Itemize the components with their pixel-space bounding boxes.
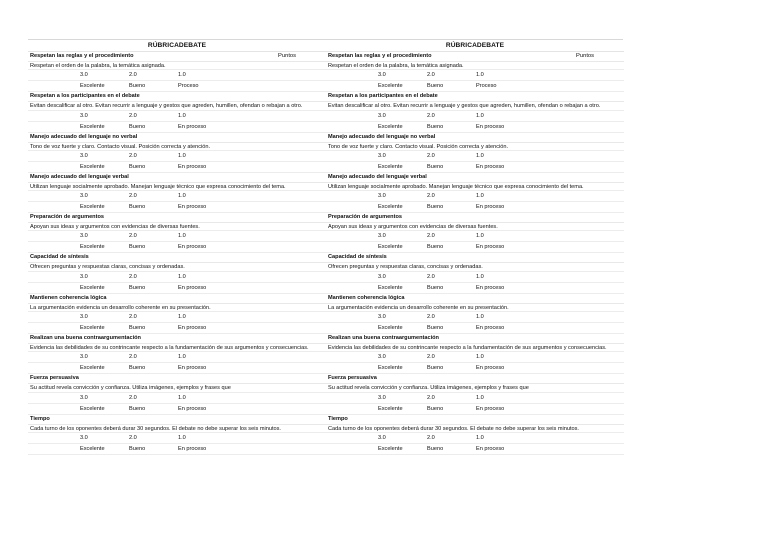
score-value: 2.0: [129, 434, 137, 441]
level-label: Bueno: [427, 445, 444, 452]
criterion-heading: Capacidad de síntesis: [30, 254, 89, 261]
criterion-heading-row: [28, 253, 326, 263]
level-label: Bueno: [129, 284, 146, 291]
criterion-section: [326, 294, 624, 334]
criterion-heading: Respetan a los participantes en el debate: [328, 93, 438, 100]
level-label: Excelente: [80, 163, 105, 170]
score-row: [326, 272, 624, 283]
level-label: En proceso: [178, 284, 207, 291]
level-label: En proceso: [476, 445, 505, 452]
criterion-heading-row: [28, 92, 326, 102]
level-label: Excelente: [80, 83, 105, 90]
score-row: [28, 151, 326, 162]
score-value: 1.0: [178, 273, 186, 280]
level-label: Excelente: [80, 204, 105, 211]
level-label: Excelente: [80, 244, 105, 251]
level-label: Bueno: [129, 204, 146, 211]
score-value: 3.0: [80, 152, 88, 159]
score-value: 3.0: [378, 193, 386, 200]
criterion-description: Ofrecen preguntas y respuestas claras, concisas y ordenadas.: [28, 263, 326, 271]
criterion-heading-row: [326, 294, 624, 304]
level-label-row: [326, 162, 624, 173]
criterion-heading: Fuerza persuasiva: [328, 375, 377, 382]
level-label: Excelente: [80, 365, 105, 372]
level-label: Excelente: [378, 365, 403, 372]
criterion-heading: Respetan las reglas y el procedimiento: [328, 53, 432, 59]
level-label: Bueno: [129, 163, 146, 170]
score-value: 2.0: [427, 434, 435, 441]
level-label: En proceso: [178, 204, 207, 211]
level-label-row: [326, 323, 624, 334]
criterion-heading-row: [326, 52, 624, 62]
score-value: 3.0: [378, 233, 386, 240]
score-row: [326, 231, 624, 242]
score-value: 2.0: [129, 193, 137, 200]
score-value: 2.0: [427, 273, 435, 280]
score-row: [28, 272, 326, 283]
score-value: 1.0: [178, 193, 186, 200]
criterion-heading: Tiempo: [328, 415, 348, 422]
criterion-heading-row: [326, 173, 624, 183]
criterion-heading-row: [326, 213, 624, 223]
score-value: 2.0: [427, 193, 435, 200]
criterion-heading-row: [326, 92, 624, 102]
level-label: En proceso: [476, 204, 505, 211]
score-value: 1.0: [476, 193, 484, 200]
score-value: 1.0: [178, 112, 186, 119]
criterion-heading: Fuerza persuasiva: [30, 375, 79, 382]
level-label: Excelente: [378, 284, 403, 291]
criterion-heading-row: [28, 334, 326, 344]
level-label: Excelente: [378, 204, 403, 211]
level-label-row: [28, 122, 326, 133]
level-label: Excelente: [378, 83, 403, 90]
level-label: En proceso: [178, 405, 207, 412]
score-value: 1.0: [476, 152, 484, 159]
level-label-row: [28, 363, 326, 374]
criterion-description: Su actitud revela convicción y confianza. Utiliza imágenes, ejemplos y frases que: [28, 384, 326, 392]
score-value: 3.0: [80, 434, 88, 441]
criterion-section: [28, 294, 326, 334]
score-value: 3.0: [378, 354, 386, 361]
level-label-row: [28, 81, 326, 92]
score-row: [28, 191, 326, 202]
score-value: 2.0: [129, 394, 137, 401]
criterion-description: Evitan descalificar al otro. Evitan recurrir a lenguaje y gestos que agreden, humillen, ofendan o rebajan a otro.: [28, 102, 326, 110]
criterion-heading-row: [326, 133, 624, 143]
criterion-description: Su actitud revela convicción y confianza. Utiliza imágenes, ejemplos y frases que: [326, 384, 624, 392]
criterion-description: Tono de voz fuerte y claro. Contacto visual. Posición correcta y atención.: [28, 143, 326, 151]
level-label-row: [28, 283, 326, 294]
criterion-heading: Mantienen coherencia lógica: [30, 294, 107, 301]
criterion-heading: Respetan a los participantes en el debate: [30, 93, 140, 100]
score-value: 2.0: [129, 354, 137, 361]
criterion-description: Apoyan sus ideas y argumentos con evidencias de diversas fuentes.: [28, 223, 326, 231]
level-label: Bueno: [129, 244, 146, 251]
criterion-section: [326, 415, 624, 455]
criterion-heading: Realizan una buena contraargumentación: [328, 335, 439, 342]
criterion-heading-row: [326, 415, 624, 425]
level-label: Proceso: [476, 83, 497, 90]
level-label: En proceso: [178, 445, 207, 452]
score-row: [28, 433, 326, 444]
level-label: Excelente: [378, 445, 403, 452]
score-value: 1.0: [178, 434, 186, 441]
level-label: En proceso: [476, 405, 505, 412]
criterion-heading: Preparación de argumentos: [328, 214, 402, 221]
score-value: 1.0: [476, 273, 484, 280]
level-label: Excelente: [378, 123, 403, 130]
score-value: 1.0: [178, 314, 186, 321]
criterion-section: [326, 334, 624, 374]
score-row: [326, 111, 624, 122]
score-value: 3.0: [80, 354, 88, 361]
score-value: 3.0: [80, 233, 88, 240]
criterion-heading-row: [28, 415, 326, 425]
score-value: 2.0: [427, 233, 435, 240]
level-label-row: [326, 81, 624, 92]
level-label: Excelente: [80, 445, 105, 452]
criterion-section: [28, 253, 326, 293]
score-value: 3.0: [378, 72, 386, 79]
criterion-section: [326, 92, 624, 132]
score-value: 1.0: [178, 233, 186, 240]
score-value: 3.0: [80, 193, 88, 200]
score-value: 1.0: [178, 394, 186, 401]
score-value: 3.0: [378, 314, 386, 321]
score-value: 2.0: [129, 273, 137, 280]
level-label: Bueno: [129, 405, 146, 412]
level-label: En proceso: [476, 365, 505, 372]
score-row: [28, 111, 326, 122]
level-label: En proceso: [178, 163, 207, 170]
level-label: Bueno: [427, 284, 444, 291]
score-value: 3.0: [80, 273, 88, 280]
level-label-row: [28, 202, 326, 213]
level-label: Excelente: [80, 325, 105, 332]
criterion-description: La argumentación evidencia un desarrollo coherente en su presentación.: [28, 304, 326, 312]
score-row: [326, 151, 624, 162]
criterion-description: Tono de voz fuerte y claro. Contacto visual. Posición correcta y atención.: [326, 143, 624, 151]
level-label: Bueno: [129, 83, 146, 90]
level-label: En proceso: [178, 123, 207, 130]
score-value: 2.0: [427, 152, 435, 159]
score-value: 3.0: [378, 273, 386, 280]
level-label: Bueno: [427, 163, 444, 170]
criterion-heading-row: [326, 253, 624, 263]
score-value: 3.0: [80, 112, 88, 119]
score-value: 1.0: [476, 112, 484, 119]
score-value: 3.0: [80, 314, 88, 321]
level-label-row: [28, 404, 326, 415]
level-label: En proceso: [476, 325, 505, 332]
points-header: Puntos: [278, 53, 297, 59]
level-label: Excelente: [80, 123, 105, 130]
level-label: Excelente: [378, 244, 403, 251]
score-row: [326, 393, 624, 404]
rubric-title: RÚBRICADEBATE: [326, 40, 624, 52]
level-label: En proceso: [178, 325, 207, 332]
criterion-description: Respetan el orden de la palabra, la temática asignada.: [28, 62, 326, 70]
criterion-heading: Manejo adecuado del lenguaje no verbal: [30, 133, 138, 140]
score-row: [28, 231, 326, 242]
rubric-column-right: [326, 40, 624, 455]
criterion-heading-row: [28, 173, 326, 183]
score-row: [28, 70, 326, 81]
score-value: 3.0: [80, 72, 88, 79]
level-label-row: [28, 242, 326, 253]
score-value: 1.0: [178, 354, 186, 361]
criterion-description: Evidencia las debilidades de su contrincante respecto a la fundamentación de sus argumentos y consecuencias.: [326, 344, 624, 352]
points-header: Puntos: [576, 53, 595, 59]
score-value: 2.0: [129, 152, 137, 159]
criterion-heading: Respetan las reglas y el procedimiento: [30, 53, 134, 59]
criterion-description: Utilizan lenguaje socialmente aprobado. Manejan lenguaje técnico que expresa conocimiento del tema.: [326, 183, 624, 191]
score-value: 2.0: [427, 354, 435, 361]
level-label-row: [28, 444, 326, 455]
level-label: Bueno: [129, 325, 146, 332]
criterion-section: [28, 133, 326, 173]
score-value: 2.0: [129, 72, 137, 79]
level-label-row: [28, 162, 326, 173]
score-value: 2.0: [129, 314, 137, 321]
score-value: 1.0: [476, 314, 484, 321]
criterion-section: [326, 173, 624, 213]
score-value: 3.0: [378, 152, 386, 159]
criterion-section: [28, 52, 326, 92]
score-value: 3.0: [378, 434, 386, 441]
level-label: Bueno: [129, 123, 146, 130]
level-label-row: [326, 444, 624, 455]
criterion-description: Apoyan sus ideas y argumentos con evidencias de diversas fuentes.: [326, 223, 624, 231]
score-row: [326, 70, 624, 81]
score-value: 2.0: [129, 233, 137, 240]
score-row: [28, 312, 326, 323]
score-value: 1.0: [178, 72, 186, 79]
criterion-section: [28, 334, 326, 374]
score-value: 1.0: [476, 354, 484, 361]
score-value: 3.0: [378, 394, 386, 401]
level-label: Excelente: [378, 405, 403, 412]
criterion-section: [326, 253, 624, 293]
criterion-section: [326, 52, 624, 92]
criterion-heading: Capacidad de síntesis: [328, 254, 387, 261]
score-row: [326, 433, 624, 444]
score-value: 1.0: [178, 152, 186, 159]
level-label: Bueno: [427, 365, 444, 372]
criterion-section: [28, 415, 326, 455]
criterion-description: Ofrecen preguntas y respuestas claras, concisas y ordenadas.: [326, 263, 624, 271]
level-label-row: [326, 363, 624, 374]
level-label: Bueno: [129, 365, 146, 372]
score-value: 2.0: [427, 314, 435, 321]
level-label: En proceso: [178, 365, 207, 372]
level-label: Excelente: [80, 284, 105, 291]
level-label: En proceso: [178, 244, 207, 251]
criterion-heading-row: [326, 334, 624, 344]
score-value: 3.0: [378, 112, 386, 119]
criterion-heading-row: [326, 374, 624, 384]
criterion-section: [28, 173, 326, 213]
level-label: Bueno: [427, 244, 444, 251]
level-label: En proceso: [476, 244, 505, 251]
criterion-heading-row: [28, 294, 326, 304]
level-label: Bueno: [129, 445, 146, 452]
level-label: Excelente: [80, 405, 105, 412]
level-label: En proceso: [476, 284, 505, 291]
level-label: Proceso: [178, 83, 199, 90]
score-row: [28, 352, 326, 363]
criterion-section: [326, 133, 624, 173]
criterion-section: [28, 92, 326, 132]
level-label: Excelente: [378, 163, 403, 170]
level-label: En proceso: [476, 163, 505, 170]
criterion-heading: Preparación de argumentos: [30, 214, 104, 221]
criterion-section: [28, 213, 326, 253]
criterion-description: Cada turno de los oponentes deberá durar 30 segundos. El debate no debe superar los seis minutos.: [28, 425, 326, 433]
level-label: Excelente: [378, 325, 403, 332]
level-label: Bueno: [427, 83, 444, 90]
criterion-section: [326, 374, 624, 414]
score-row: [28, 393, 326, 404]
score-row: [326, 312, 624, 323]
criterion-heading-row: [28, 52, 326, 62]
level-label-row: [326, 202, 624, 213]
score-value: 3.0: [80, 394, 88, 401]
level-label-row: [326, 283, 624, 294]
criterion-heading: Manejo adecuado del lenguaje verbal: [30, 173, 129, 180]
level-label: Bueno: [427, 405, 444, 412]
criterion-heading: Manejo adecuado del lenguaje verbal: [328, 173, 427, 180]
criterion-heading: Manejo adecuado del lenguaje no verbal: [328, 133, 436, 140]
level-label: Bueno: [427, 204, 444, 211]
level-label: Bueno: [427, 123, 444, 130]
level-label: En proceso: [476, 123, 505, 130]
criterion-description: Respetan el orden de la palabra, la temática asignada.: [326, 62, 624, 70]
criterion-heading: Tiempo: [30, 415, 50, 422]
criterion-heading: Mantienen coherencia lógica: [328, 294, 405, 301]
level-label: Bueno: [427, 325, 444, 332]
criterion-section: [326, 213, 624, 253]
criterion-heading-row: [28, 133, 326, 143]
criterion-description: Utilizan lenguaje socialmente aprobado. Manejan lenguaje técnico que expresa conocimiento del tema.: [28, 183, 326, 191]
score-row: [326, 352, 624, 363]
level-label-row: [326, 404, 624, 415]
criterion-description: Evidencia las debilidades de su contrincante respecto a la fundamentación de sus argumentos y consecuencias.: [28, 344, 326, 352]
level-label-row: [326, 242, 624, 253]
criterion-section: [28, 374, 326, 414]
score-value: 1.0: [476, 394, 484, 401]
criterion-heading: Realizan una buena contraargumentación: [30, 335, 141, 342]
rubric-column-left: [28, 40, 326, 455]
criterion-heading-row: [28, 374, 326, 384]
criterion-description: Cada turno de los oponentes deberá durar 30 segundos. El debate no debe superar los seis minutos.: [326, 425, 624, 433]
criterion-description: Evitan descalificar al otro. Evitan recurrir a lenguaje y gestos que agreden, humillen, ofendan o rebajan a otro.: [326, 102, 624, 110]
score-value: 1.0: [476, 434, 484, 441]
criterion-heading-row: [28, 213, 326, 223]
score-value: 2.0: [427, 394, 435, 401]
level-label-row: [326, 122, 624, 133]
rubric-title: RÚBRICADEBATE: [28, 40, 326, 52]
score-value: 1.0: [476, 72, 484, 79]
score-value: 2.0: [427, 112, 435, 119]
level-label-row: [28, 323, 326, 334]
score-value: 2.0: [129, 112, 137, 119]
score-value: 2.0: [427, 72, 435, 79]
criterion-description: La argumentación evidencia un desarrollo coherente en su presentación.: [326, 304, 624, 312]
score-value: 1.0: [476, 233, 484, 240]
score-row: [326, 191, 624, 202]
